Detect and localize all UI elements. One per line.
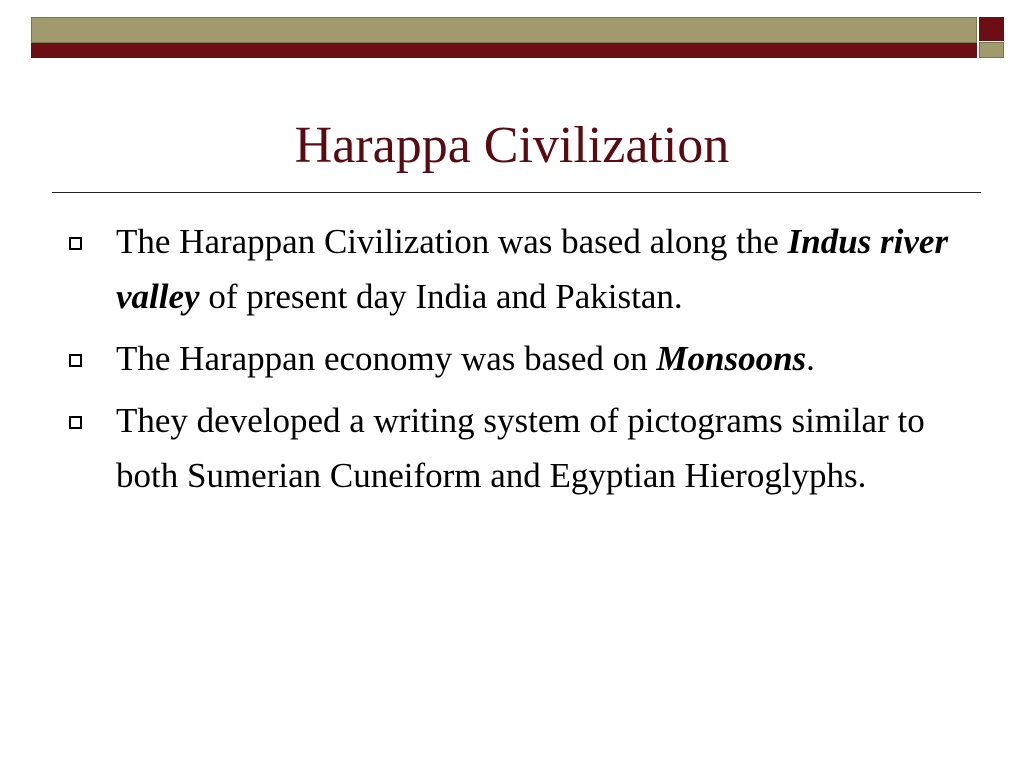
bullet-item: [64, 331, 984, 386]
bullet-text: They developed a writing system of pictograms similar to both Sumerian Cuneiform and Egyptian Hieroglyphs.: [116, 401, 925, 495]
bullet-item: [64, 214, 984, 324]
bullet-text: The Harappan Civilization was based along the: [116, 222, 788, 261]
bullet-text: .: [806, 339, 815, 378]
top-banner-olive-bar: [31, 17, 977, 43]
bullet-emphasis: Indus river valley: [116, 222, 949, 316]
hollow-square-bullet-icon: [69, 354, 82, 367]
bullet-text: The Harappan economy was based on: [116, 339, 657, 378]
bullet-list: [64, 214, 984, 510]
title-divider: [52, 192, 981, 193]
bullet-item: [64, 393, 984, 503]
bullet-text: of present day India and Pakistan.: [199, 277, 683, 316]
top-banner-maroon-bar: [31, 43, 977, 58]
slide-title: Harappa Civilization: [294, 117, 730, 174]
corner-square-olive: [979, 42, 1004, 58]
bullet-emphasis: Monsoons: [656, 339, 807, 378]
hollow-square-bullet-icon: [69, 416, 82, 429]
corner-square-maroon: [979, 17, 1004, 41]
hollow-square-bullet-icon: [69, 237, 82, 250]
